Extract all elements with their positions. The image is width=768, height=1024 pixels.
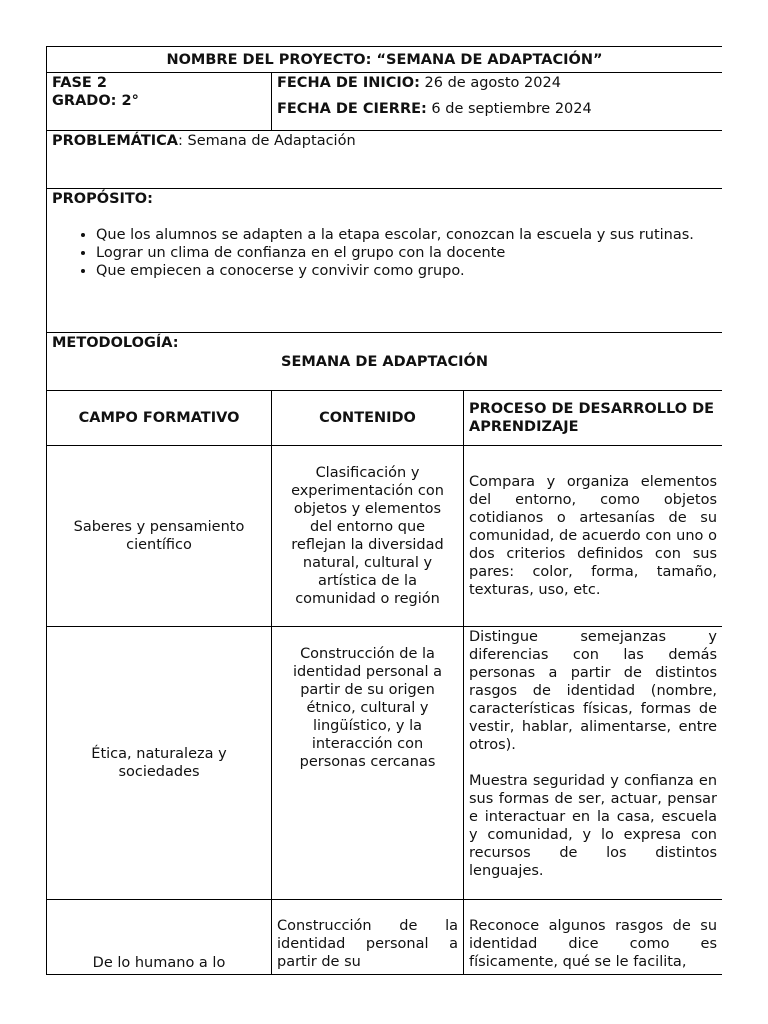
campo-cell: Saberes y pensamiento científico [47,446,272,627]
fecha-cierre-label: FECHA DE CIERRE: [277,101,427,117]
list-item: • Lograr un clima de confianza en el grupo con la docente [96,244,717,262]
metodologia-cell [47,333,723,391]
problematica-cell [47,131,723,189]
fecha-inicio-label: FECHA DE INICIO: [277,75,420,91]
metodologia-title: SEMANA DE ADAPTACIÓN [281,354,488,370]
contenido-cell: Clasificación y experimentación con objetos y elementos del entorno que reflejan la diversidad natural, cultural y artística de la comunidad o región [272,446,464,627]
fecha-inicio-value: 26 de agosto 2024 [419,75,561,91]
table-row [47,627,723,900]
problematica-label: PROBLEMÁTICA [52,133,178,149]
proceso-paragraph: Compara y organiza elementos del entorno, como objetos cotidianos o artesanías de su comunidad, de acuerdo con uno o dos criterios definidos con sus pares: color, forma, tamaño, texturas, uso, etc. [469,474,718,598]
fase-grado-cell [47,73,272,131]
campo-cell: Ética, naturaleza y sociedades [47,627,272,900]
proceso-cell [464,627,723,900]
project-table [46,46,722,975]
proceso-paragraph: Reconoce algunos rasgos de su identidad dice como es físicamente, qué se le facilita, [469,918,718,970]
proposito-cell [47,189,723,333]
list-item: • Que los alumnos se adapten a la etapa escolar, conozcan la escuela y sus rutinas. [96,226,717,244]
proceso-paragraph: Muestra seguridad y confianza en sus formas de ser, actuar, pensar e interactuar en la casa, escuela y comunidad, y lo expresa con recursos de los distintos lenguajes. [469,773,718,879]
contenido-cell: Construcción de la identidad personal a partir de su [272,900,464,976]
contenido-cell: Construcción de la identidad personal a partir de su origen étnico, cultural y lingüístico, y la interacción con personas cercanas [272,627,464,900]
document-page [46,46,722,975]
fase: FASE 2 [52,75,107,91]
proceso-cell [464,446,723,627]
metodologia-label: METODOLOGÍA: [52,335,179,351]
grado: GRADO: 2° [52,93,139,109]
campo-cell: De lo humano a lo [47,900,272,976]
header-proceso: PROCESO DE DESARROLLO DE APRENDIZAJE [464,391,723,446]
header-contenido: CONTENIDO [272,391,464,446]
proposito-label: PROPÓSITO: [52,191,153,207]
table-row [47,900,723,976]
list-item: • Que empiecen a conocerse y convivir como grupo. [96,262,717,280]
project-title: NOMBRE DEL PROYECTO: “SEMANA DE ADAPTACIÓN” [47,47,723,73]
fechas-cell [272,73,723,131]
fecha-cierre-value: 6 de septiembre 2024 [426,101,592,117]
table-row [47,446,723,627]
header-campo: CAMPO FORMATIVO [47,391,272,446]
proposito-list [52,226,717,280]
proceso-cell [464,900,723,976]
proceso-paragraph: Distingue semejanzas y diferencias con las demás personas a partir de distintos rasgos de identidad (nombre, características físicas, formas de vestir, hablar, alimentarse, entre otros). [469,629,718,753]
problematica-value: : Semana de Adaptación [178,133,356,149]
